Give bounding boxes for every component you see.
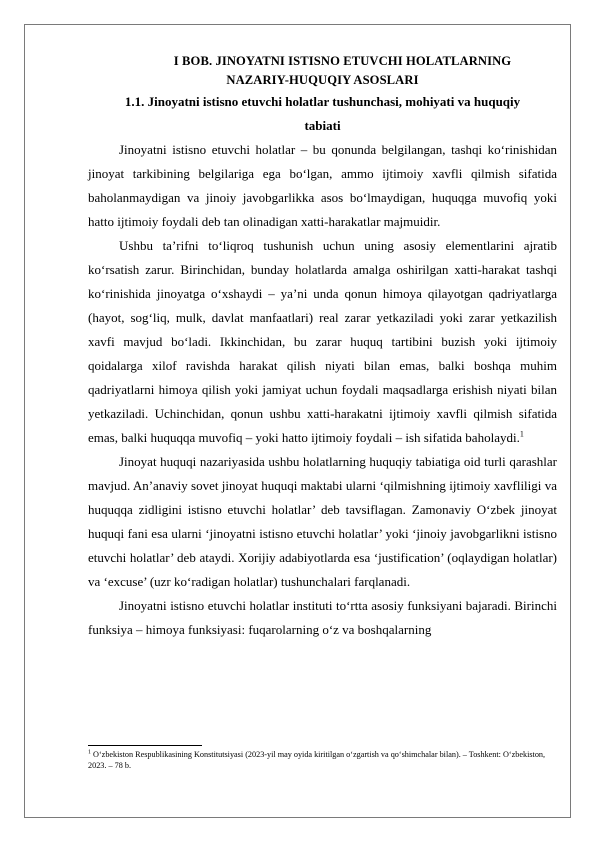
chapter-title-line-2: NAZARIY-HUQUQIY ASOSLARI: [226, 73, 419, 87]
footnote-text: O‘zbekiston Respublikasining Konstitutsiyasi (2023-yil may oyida kiritilgan o‘zgartish va qo‘shimchalar bilan). – Toshkent: O‘zbekiston, 2023. – 78 b.: [88, 750, 546, 770]
section-title: [88, 90, 557, 138]
footnote-separator: [88, 745, 202, 746]
paragraph-functions: Jinoyatni istisno etuvchi holatlar instituti to‘rtta asosiy funksiyani bajaradi. Birinchi funksiya – himoya funksiyasi: fuqarolarning o‘z va boshqalarning: [88, 598, 557, 637]
page-content: [88, 52, 557, 642]
footnote-reference[interactable]: 1: [519, 429, 524, 439]
paragraph-theory: Jinoyat huquqi nazariyasida ushbu holatlarning huquqiy tabiatiga oid turli qarashlar mavjud. An’anaviy sovet jinoyat huquqi maktabi ularni ‘qilmishning ijtimoiy xavfliligi va huquqqa zidligini istisno etuvchi holatlar’ deb tavsiflagan. Zamonaviy O‘zbek jinoyat huquqi fani esa ularni ‘jinoyatni istisno etuvchi holatlar’ yoki ‘jinoiy javobgarlikni istisno etuvchi holatlar’ deb ataydi. Xorijiy adabiyotlarda esa ‘justification’ (oqlaydigan holatlar) va ‘excuse’ (uzr ko‘radigan holatlar) tushunchalari farqlanadi.: [88, 454, 557, 589]
section-title-line-2: tabiati: [304, 118, 341, 133]
paragraph-elements: [88, 234, 557, 450]
chapter-title-line-1: I BOB. JINOYATNI ISTISNO ETUVCHI HOLATLARNING: [173, 54, 512, 68]
footnote-number: 1: [88, 749, 91, 756]
footnote: [88, 749, 557, 771]
paragraph-definition: Jinoyatni istisno etuvchi holatlar – bu qonunda belgilangan, tashqi ko‘rinishidan jinoyat tarkibining belgilariga ega bo‘lgan, ammo ijtimoiy xavfli qilmish sifatida baholanmaydigan va jinoiy javobgarlikka asos bo‘lmaydigan, huquqga muvofiq yoki hatto ijtimoiy foydali deb tan olinadigan xatti-harakatlar majmuidir.: [88, 142, 557, 229]
paragraph-elements-text: Ushbu ta’rifni to‘liqroq tushunish uchun uning asosiy elementlarini ajratib ko‘rsatish zarur. Birinchidan, bunday holatlarda amalga oshirilgan xatti-harakat tashqi ko‘rinishida jinoyatga o‘xshaydi – ya’ni unda qonun himoya qilayotgan qadriyatlarga (hayot, sog‘liq, mulk, davlat manfaatlari) real zarar yetkaziladi yoki zarar yetkazilish xavfi mavjud bo‘ladi. Ikkinchidan, bu zarar huquq tartibini buzish yoki ijtimoiy qoidalarga xilof ravishda harakat qilish niyati bilan emas, balki boshqa muhim qadriyatlarni himoya qilish yoki jamiyat uchun foydali maqsadlarga erishish niyati bilan yetkaziladi. Uchinchidan, qonun ushbu xatti-harakatni ijtimoiy xavfli qilmish sifatida emas, balki huquqqa muvofiq – yoki hatto ijtimoiy foydali – ish sifatida baholaydi.: [88, 238, 557, 445]
chapter-title: [88, 52, 557, 90]
section-title-line-1: 1.1. Jinoyatni istisno etuvchi holatlar tushunchasi, mohiyati va huquqiy: [124, 94, 521, 109]
